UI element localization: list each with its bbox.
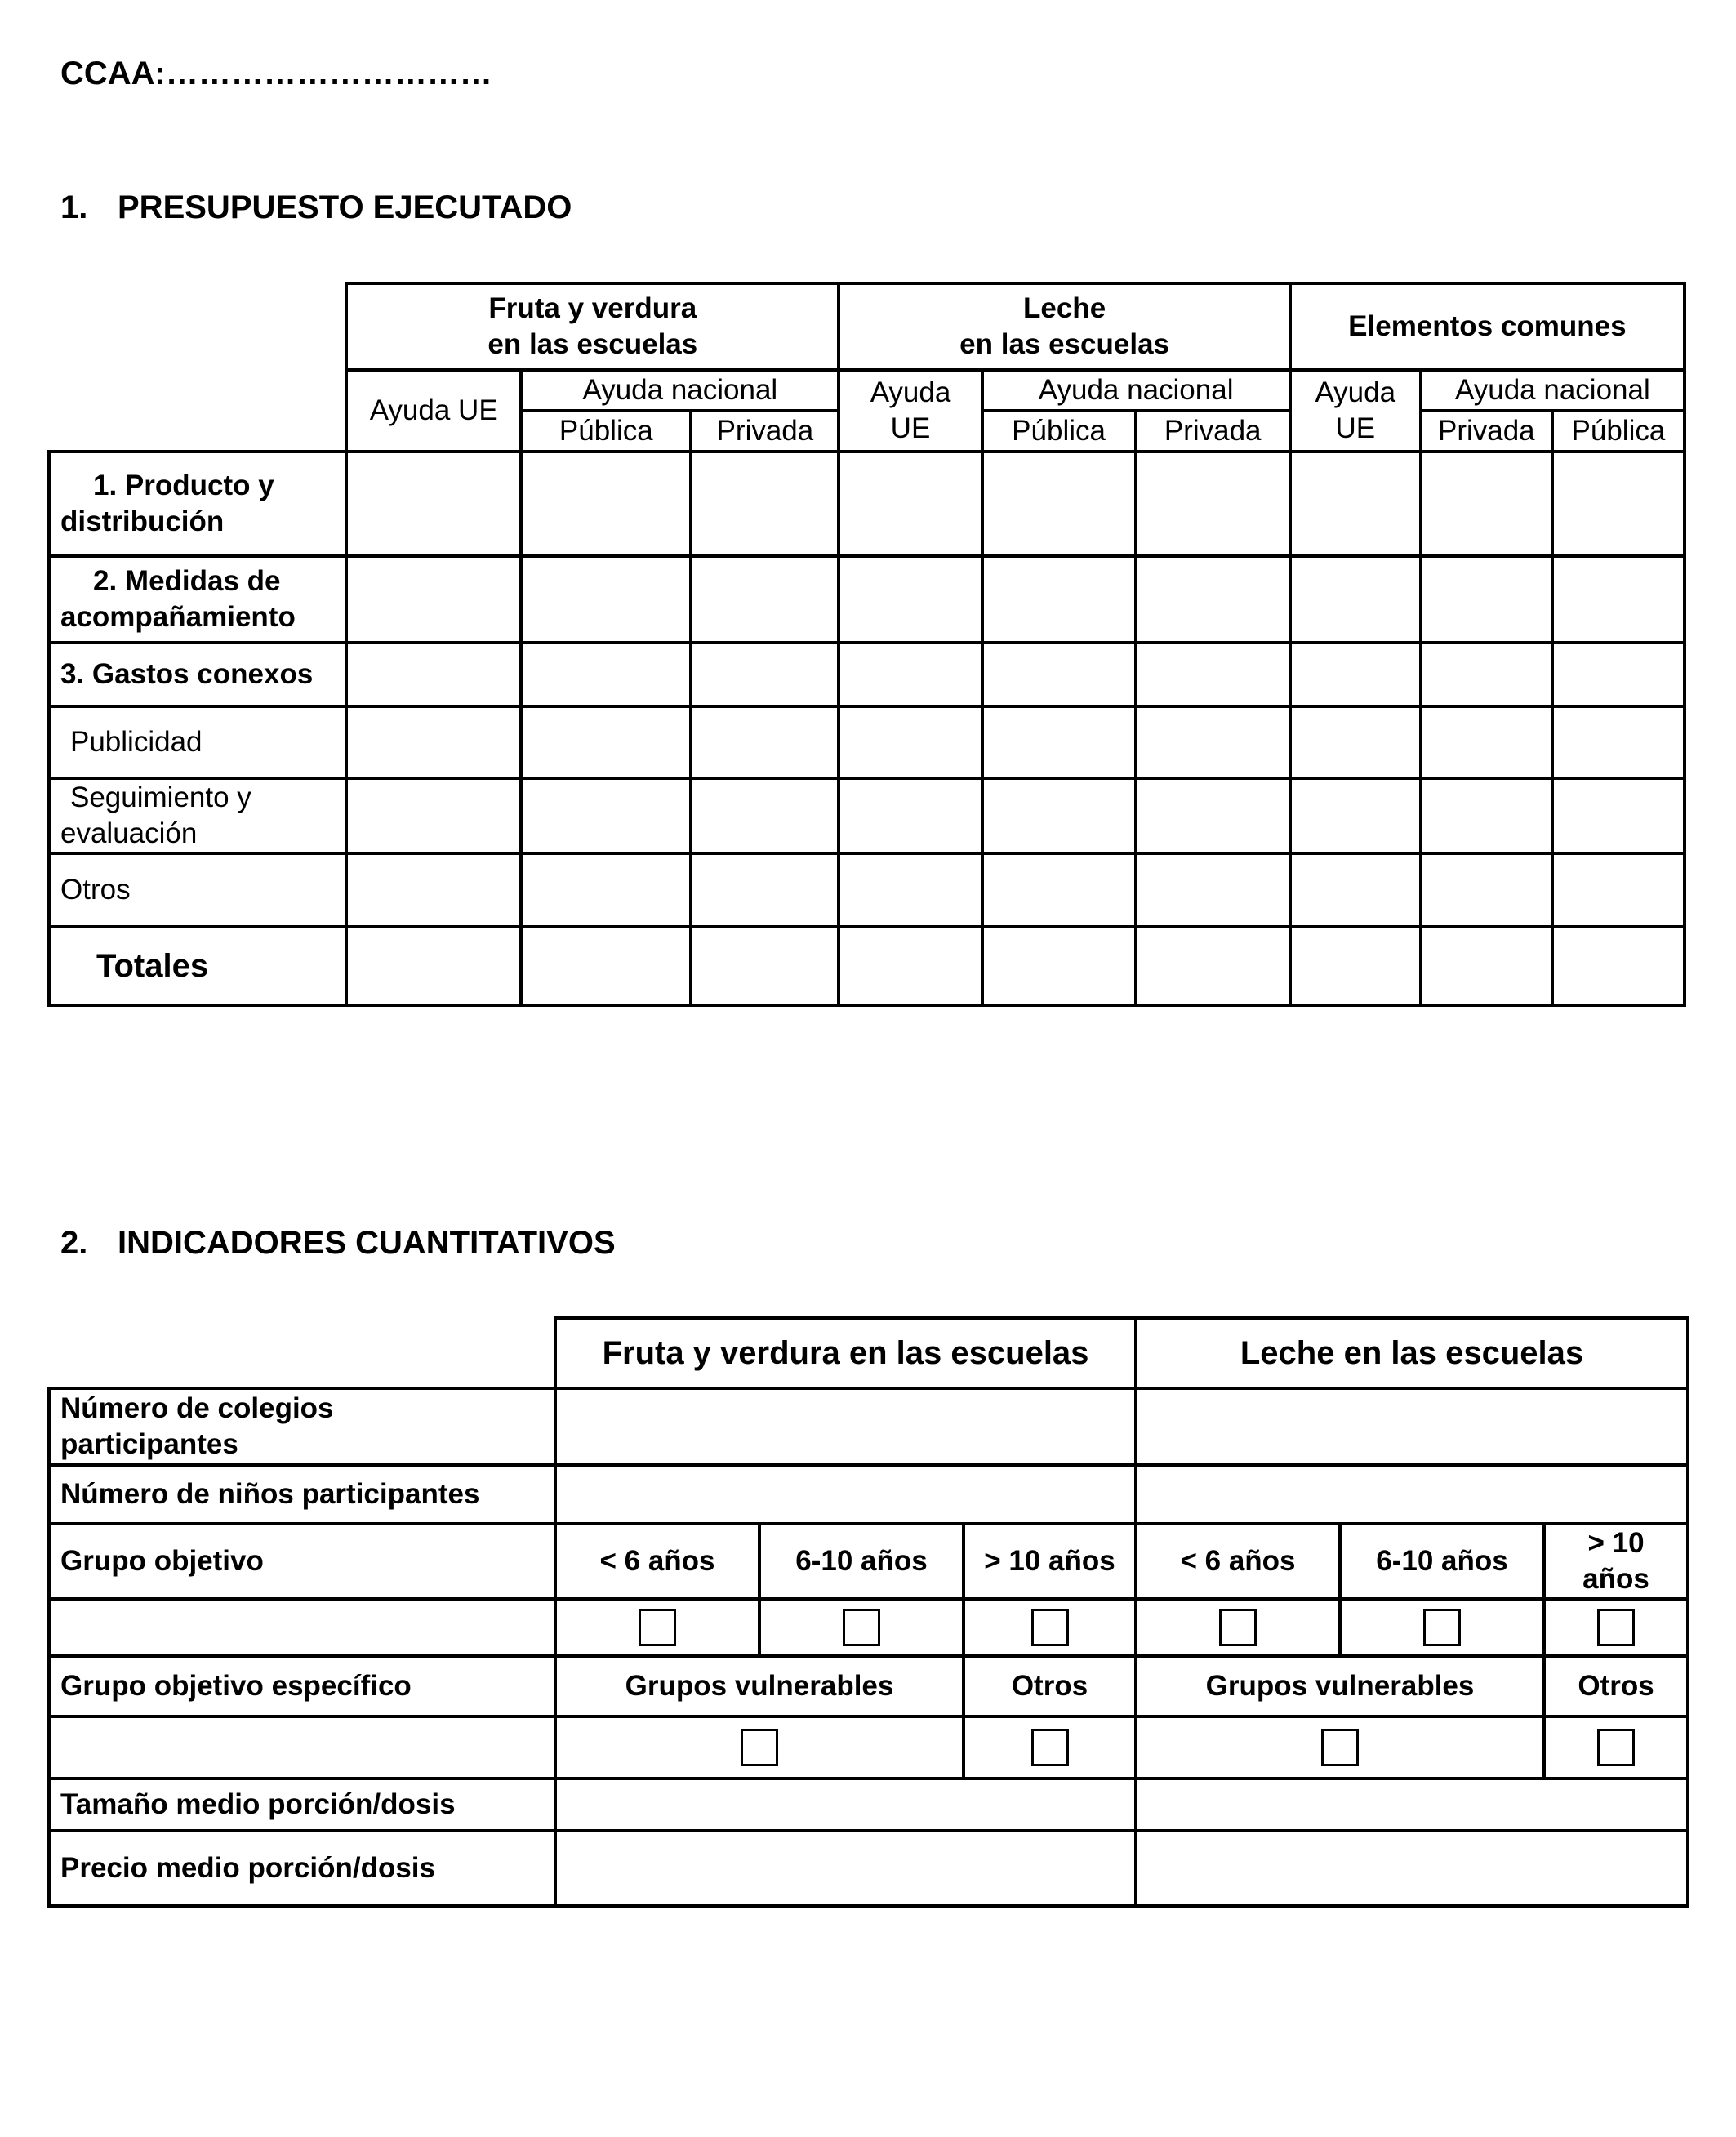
checkbox-otros-fruta[interactable] xyxy=(1031,1729,1069,1766)
data-cell[interactable] xyxy=(521,556,691,643)
data-cell[interactable] xyxy=(982,853,1136,927)
data-cell[interactable] xyxy=(346,706,521,778)
budget-table xyxy=(47,282,1686,1007)
ccaa-field: CCAA:………………………… xyxy=(60,56,492,91)
row-label-tamano: Tamaño medio porción/dosis xyxy=(49,1779,555,1831)
data-cell[interactable] xyxy=(1290,778,1421,853)
ayuda-ue-leche: Ayuda UE xyxy=(839,370,982,452)
data-cell[interactable] xyxy=(1421,778,1552,853)
data-cell[interactable] xyxy=(1136,556,1290,643)
budget-row-producto xyxy=(49,452,1685,556)
data-cell[interactable] xyxy=(691,706,839,778)
data-cell[interactable] xyxy=(839,706,982,778)
checkbox-lt6-fruta[interactable] xyxy=(639,1609,676,1646)
empty-label-cell xyxy=(49,1716,555,1779)
data-cell[interactable] xyxy=(521,778,691,853)
budget-row-medidas xyxy=(49,556,1685,643)
indicator-row-age-checkboxes xyxy=(49,1599,1688,1656)
checkbox-otros-leche[interactable] xyxy=(1597,1729,1635,1766)
data-cell[interactable] xyxy=(691,927,839,1005)
data-cell[interactable] xyxy=(521,927,691,1005)
privada-fruta: Privada xyxy=(691,411,839,452)
data-cell[interactable] xyxy=(982,706,1136,778)
indicators-table xyxy=(47,1316,1689,1908)
age-gt10-fruta: > 10 años xyxy=(964,1524,1136,1599)
checkbox-cell xyxy=(1136,1599,1340,1656)
row-label-precio: Precio medio porción/dosis xyxy=(49,1831,555,1906)
data-cell[interactable] xyxy=(1136,706,1290,778)
budget-row-otros xyxy=(49,853,1685,927)
checkbox-cell xyxy=(555,1599,759,1656)
group-header-comunes: Elementos comunes xyxy=(1290,283,1685,370)
publica-comunes: Pública xyxy=(1552,411,1685,452)
ayuda-nacional-fruta: Ayuda nacional xyxy=(521,370,839,411)
budget-row-publicidad xyxy=(49,706,1685,778)
data-cell[interactable] xyxy=(1421,556,1552,643)
empty-label-cell xyxy=(49,1599,555,1656)
data-cell[interactable] xyxy=(1552,706,1685,778)
checkbox-cell xyxy=(555,1716,964,1779)
data-cell[interactable] xyxy=(555,1779,1136,1831)
row-label-ninos: Número de niños participantes xyxy=(49,1465,555,1524)
indicator-row-precio xyxy=(49,1831,1688,1906)
data-cell[interactable] xyxy=(839,927,982,1005)
section-1-heading: PRESUPUESTO EJECUTADO xyxy=(118,189,572,225)
otros-fruta: Otros xyxy=(964,1656,1136,1716)
data-cell[interactable] xyxy=(1290,706,1421,778)
data-cell[interactable] xyxy=(982,927,1136,1005)
data-cell[interactable] xyxy=(691,452,839,556)
data-cell[interactable] xyxy=(555,1465,1136,1524)
data-cell[interactable] xyxy=(1552,778,1685,853)
data-cell[interactable] xyxy=(1136,778,1290,853)
budget-row-totales xyxy=(49,927,1685,1005)
row-label-publicidad: Publicidad xyxy=(49,706,346,778)
section-2-number: 2. xyxy=(60,1225,88,1261)
row-label-medidas: 2. Medidas de acompañamiento xyxy=(49,556,346,643)
row-label-gastos: 3. Gastos conexos xyxy=(49,643,346,706)
data-cell[interactable] xyxy=(1136,1465,1688,1524)
row-label-colegios: Número de colegios participantes xyxy=(49,1388,555,1465)
checkbox-6-10-fruta[interactable] xyxy=(843,1609,880,1646)
row-label-producto: 1. Producto y distribución xyxy=(49,452,346,556)
data-cell[interactable] xyxy=(555,1831,1136,1906)
group-header-fruta: Fruta y verdura en las escuelas xyxy=(346,283,839,370)
data-cell[interactable] xyxy=(1136,1779,1688,1831)
data-cell[interactable] xyxy=(521,853,691,927)
corner-cell xyxy=(49,283,346,452)
group-header-leche: Leche en las escuelas xyxy=(839,283,1289,370)
data-cell[interactable] xyxy=(1136,853,1290,927)
otros-leche: Otros xyxy=(1544,1656,1688,1716)
data-cell[interactable] xyxy=(1552,927,1685,1005)
data-cell[interactable] xyxy=(691,778,839,853)
data-cell[interactable] xyxy=(1290,556,1421,643)
data-cell[interactable] xyxy=(1421,452,1552,556)
checkbox-cell xyxy=(1544,1716,1688,1779)
checkbox-vulnerables-fruta[interactable] xyxy=(741,1729,778,1766)
data-cell[interactable] xyxy=(521,452,691,556)
indicator-row-grupo-especifico xyxy=(49,1656,1688,1716)
age-6-10-leche: 6-10 años xyxy=(1340,1524,1544,1599)
data-cell[interactable] xyxy=(691,853,839,927)
ayuda-nacional-leche: Ayuda nacional xyxy=(982,370,1290,411)
corner-cell xyxy=(49,1318,555,1388)
data-cell[interactable] xyxy=(1136,452,1290,556)
data-cell[interactable] xyxy=(982,643,1136,706)
data-cell[interactable] xyxy=(1290,853,1421,927)
indicator-row-tamano xyxy=(49,1779,1688,1831)
row-label-grupo-especifico: Grupo objetivo específico xyxy=(49,1656,555,1716)
age-6-10-fruta: 6-10 años xyxy=(759,1524,964,1599)
publica-fruta: Pública xyxy=(521,411,691,452)
checkbox-cell xyxy=(964,1599,1136,1656)
privada-leche: Privada xyxy=(1136,411,1290,452)
data-cell[interactable] xyxy=(1552,643,1685,706)
data-cell[interactable] xyxy=(691,643,839,706)
data-cell[interactable] xyxy=(1421,927,1552,1005)
data-cell[interactable] xyxy=(982,778,1136,853)
budget-row-seguimiento xyxy=(49,778,1685,853)
checkbox-lt6-leche[interactable] xyxy=(1219,1609,1257,1646)
section-1-title xyxy=(60,189,572,226)
data-cell[interactable] xyxy=(1552,452,1685,556)
indicator-row-colegios xyxy=(49,1388,1688,1465)
section-2-heading: INDICADORES CUANTITATIVOS xyxy=(118,1225,616,1261)
row-label-otros: Otros xyxy=(49,853,346,927)
checkbox-gt10-fruta[interactable] xyxy=(1031,1609,1069,1646)
row-label-seguimiento: Seguimiento y evaluación xyxy=(49,778,346,853)
data-cell[interactable] xyxy=(555,1388,1136,1465)
row-label-grupo-objetivo: Grupo objetivo xyxy=(49,1524,555,1599)
checkbox-cell xyxy=(759,1599,964,1656)
data-cell[interactable] xyxy=(1290,927,1421,1005)
indicator-row-grupo-objetivo xyxy=(49,1524,1688,1599)
data-cell[interactable] xyxy=(521,706,691,778)
indicator-row-ninos xyxy=(49,1465,1688,1524)
privada-comunes: Privada xyxy=(1421,411,1552,452)
data-cell[interactable] xyxy=(839,452,982,556)
data-cell[interactable] xyxy=(839,853,982,927)
data-cell[interactable] xyxy=(521,643,691,706)
publica-leche: Pública xyxy=(982,411,1136,452)
data-cell[interactable] xyxy=(1136,1388,1688,1465)
data-cell[interactable] xyxy=(346,556,521,643)
data-cell[interactable] xyxy=(839,556,982,643)
ayuda-nacional-comunes: Ayuda nacional xyxy=(1421,370,1685,411)
data-cell[interactable] xyxy=(1421,643,1552,706)
checkbox-6-10-leche[interactable] xyxy=(1423,1609,1461,1646)
data-cell[interactable] xyxy=(1136,643,1290,706)
checkbox-cell xyxy=(964,1716,1136,1779)
age-lt6-fruta: < 6 años xyxy=(555,1524,759,1599)
data-cell[interactable] xyxy=(346,778,521,853)
budget-row-gastos xyxy=(49,643,1685,706)
checkbox-vulnerables-leche[interactable] xyxy=(1321,1729,1359,1766)
checkbox-cell xyxy=(1340,1599,1544,1656)
col-header-fruta: Fruta y verdura en las escuelas xyxy=(555,1318,1136,1388)
data-cell[interactable] xyxy=(1136,927,1290,1005)
checkbox-cell xyxy=(1136,1716,1544,1779)
data-cell[interactable] xyxy=(1421,706,1552,778)
data-cell[interactable] xyxy=(1552,853,1685,927)
data-cell[interactable] xyxy=(839,643,982,706)
data-cell[interactable] xyxy=(982,556,1136,643)
data-cell[interactable] xyxy=(982,452,1136,556)
section-1-number: 1. xyxy=(60,189,88,225)
data-cell[interactable] xyxy=(691,556,839,643)
data-cell[interactable] xyxy=(346,927,521,1005)
data-cell[interactable] xyxy=(1290,643,1421,706)
data-cell[interactable] xyxy=(1421,853,1552,927)
data-cell[interactable] xyxy=(1290,452,1421,556)
data-cell[interactable] xyxy=(346,853,521,927)
checkbox-gt10-leche[interactable] xyxy=(1597,1609,1635,1646)
section-2-title xyxy=(60,1225,616,1262)
data-cell[interactable] xyxy=(346,643,521,706)
indicator-row-group-checkboxes xyxy=(49,1716,1688,1779)
col-header-leche: Leche en las escuelas xyxy=(1136,1318,1688,1388)
data-cell[interactable] xyxy=(839,778,982,853)
age-gt10-leche: > 10 años xyxy=(1544,1524,1688,1599)
data-cell[interactable] xyxy=(1136,1831,1688,1906)
age-lt6-leche: < 6 años xyxy=(1136,1524,1340,1599)
ayuda-ue-comunes: Ayuda UE xyxy=(1290,370,1421,452)
checkbox-cell xyxy=(1544,1599,1688,1656)
vulnerables-leche: Grupos vulnerables xyxy=(1136,1656,1544,1716)
data-cell[interactable] xyxy=(346,452,521,556)
ayuda-ue-fruta: Ayuda UE xyxy=(346,370,521,452)
data-cell[interactable] xyxy=(1552,556,1685,643)
vulnerables-fruta: Grupos vulnerables xyxy=(555,1656,964,1716)
row-label-totales: Totales xyxy=(49,927,346,1005)
